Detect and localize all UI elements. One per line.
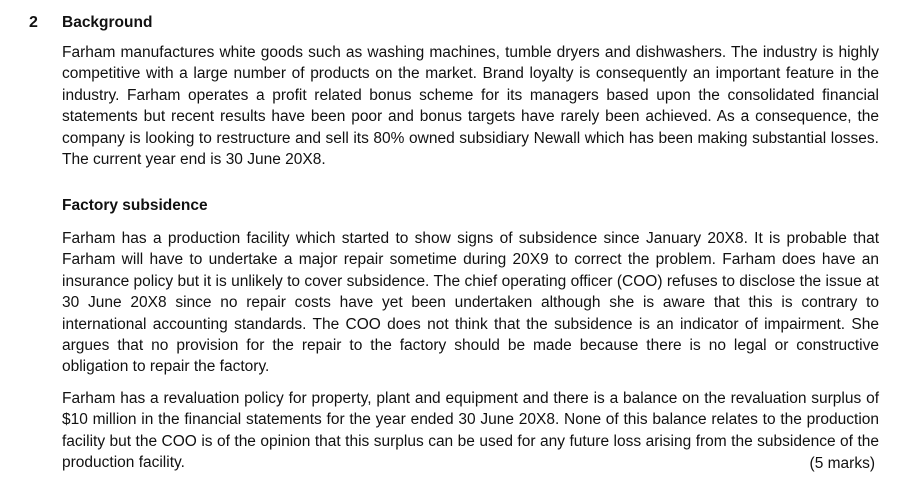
background-paragraph: Farham manufactures white goods such as washing machines, tumble dryers and dishwashers. The industry is highly competitive with a large number of products on the market. Brand loyalty is consequently an important feature in the industry. Farham operates a profit related bonus scheme for its managers based upon the consolidated financial statements but recent results have been poor and bonus targets have rarely been achieved. As a consequence, the company is looking to restructure and sell its 80% owned subsidiary Newall which has been making substantial losses. The current year end is 30 June 20X8. [62, 44, 879, 169]
marks-allocation: (5 marks) [809, 455, 875, 472]
factory-subsidence-heading: Factory subsidence [62, 197, 208, 214]
background-heading: Background [62, 14, 153, 31]
question-number: 2 [29, 14, 38, 31]
revaluation-paragraph: Farham has a revaluation policy for property, plant and equipment and there is a balance on the revaluation surplus of $10 million in the financial statements for the year ended 30 June 20X8. None of this balance relates to the production facility but the COO is of the opinion that this surplus can be used for any future loss arising from the subsidence of the production facility. [62, 390, 879, 472]
factory-subsidence-paragraph: Farham has a production facility which started to show signs of subsidence since January 20X8. It is probable that Farham will have to undertake a major repair sometime during 20X9 to correct the problem. Farham does have an insurance policy but it is unlikely to cover subsidence. The chief operating officer (COO) refuses to disclose the issue at 30 June 20X8 since no repair costs have yet been undertaken although she is aware that this is contrary to international accounting standards. The COO does not think that the subsidence is an indicator of impairment. She argues that no provision for the repair to the factory should be made because there is no legal or constructive obligation to repair the factory. [62, 230, 879, 376]
